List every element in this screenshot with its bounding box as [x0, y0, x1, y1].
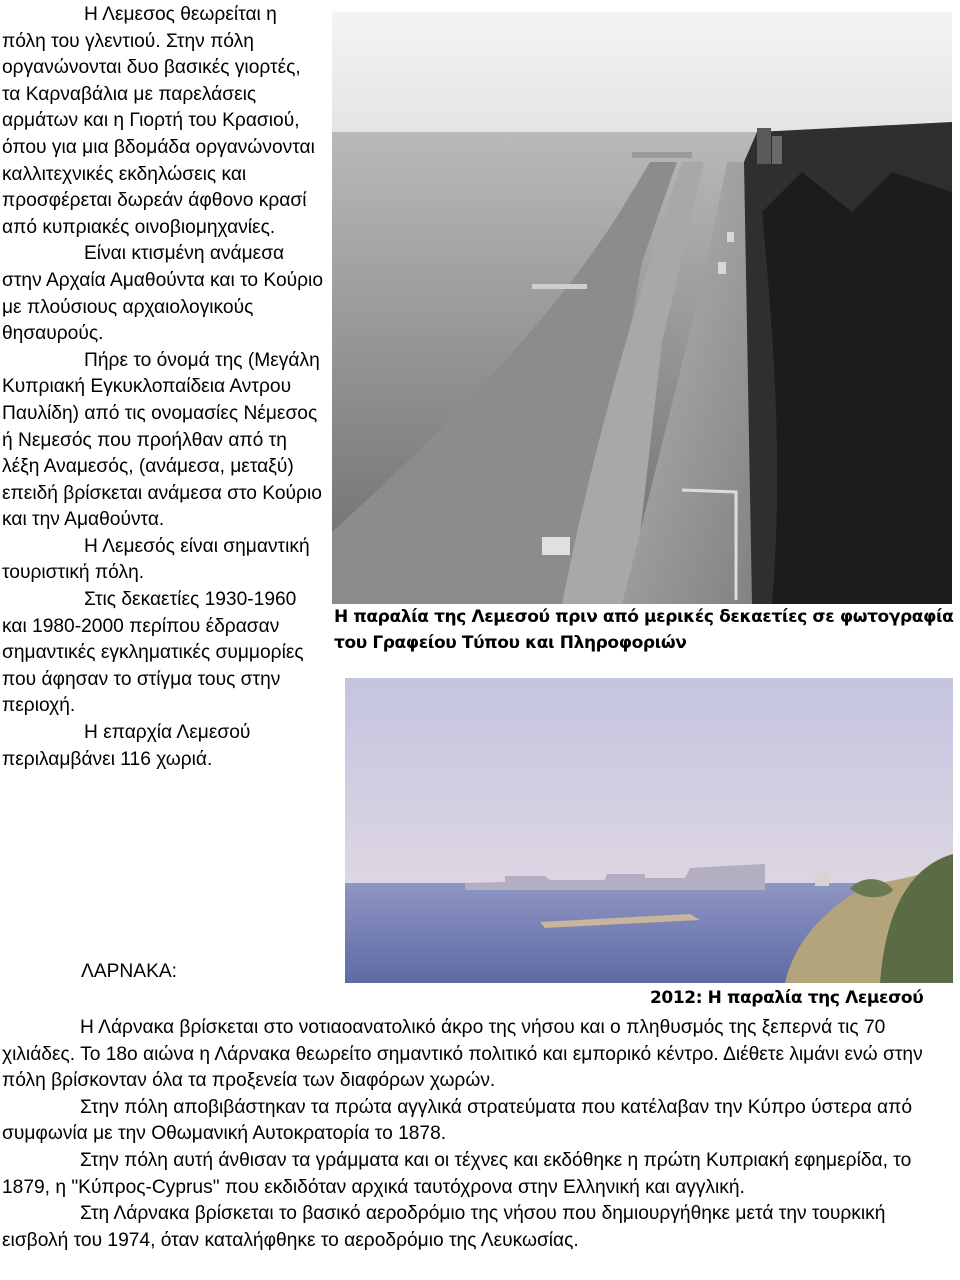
paragraph-name-origin: Πήρε το όνομά της (Μεγάλη Κυπριακή Εγκυκλοπαίδεια Αντρου Παυλίδη) από τις ονομασίες Νέμεσος ή Νεμεσός που προήλθαν από τη λέξη Αναμεσός, (ανάμεσα, μεταξύ) επειδή βρίσκεται ανάμεσα στο Κούριο και την Αμαθούντα.	[2, 349, 322, 531]
paragraph-gangs: Στις δεκαετίες 1930-1960 και 1980-2000 περίπου έδρασαν σημαντικές εγκληματικές συμμορίες που άφησαν το στίγμα τους στην περιοχή.	[2, 589, 304, 717]
paragraph-villages: Η επαρχία Λεμεσού περιλαμβάνει 116 χωριά.	[2, 722, 251, 770]
seafront-2012-photo	[345, 678, 953, 983]
paragraph-larnaka-airport: Στη Λάρνακα βρίσκεται το βασικό αεροδρόμιο της νήσου που δημιουργήθηκε μετά την τουρκική εισβολή του 1974, όταν καταλήφθηκε το αεροδρόμιο της Λευκωσίας.	[2, 1203, 886, 1251]
paragraph-larnaka-intro: Η Λάρνακα βρίσκεται στο νοτιαοανατολικό άκρο της νήσου και ο πληθυσμός της ξεπερνά τις 70 χιλιάδες. Το 18ο αιώνα η Λάρνακα θεωρείτο σημαντικό πολιτικό και εμπορικό κέντρο. Διέθετε λιμάνι ενώ στην πόλη βρίσκονταν όλα τα προξενεία των διαφόρων χωρών.	[2, 1017, 923, 1092]
larnaka-text	[2, 1015, 954, 1254]
paragraph-carnival: Η Λεμεσος θεωρείται η πόλη του γλεντιού. Στην πόλη οργανώνονται δυο βασικές γιορτές, τα Καρναβάλια με παρελάσεις αρμάτων και η Γιορτή του Κρασιού, όπου για μια βδομάδα οργανώνονται καλλιτεχνικές εκδηλώσεις και προσφέρεται δωρεάν άφθονο κρασί από κυπριακές οινοβιομηχανίες.	[2, 4, 315, 238]
paragraph-larnaka-newspaper: Στην πόλη αυτή άνθισαν τα γράμματα και οι τέχνες και εκδόθηκε η πρώτη Κυπριακή εφημερίδα, το 1879, η "Κύπρος-Cyprus" που εκδιδόταν αρχικά ταυτόχρονα στην Ελληνική και αγγλική.	[2, 1149, 912, 1198]
paragraph-larnaka-british: Στην πόλη αποβιβάστηκαν τα πρώτα αγγλικά στρατεύματα που κατέλαβαν την Κύπρο ύστερα από συμφωνία με την Οθωμανική Αυτοκρατορία το 1878.	[2, 1096, 912, 1145]
photo-2012-caption: 2012: Η παραλία της Λεμεσού	[650, 988, 924, 1008]
old-seafront-photo	[332, 12, 952, 604]
paragraph-tourism: Η Λεμεσός είναι σημαντική τουριστική πόλη.	[2, 535, 310, 584]
old-seafront-illustration	[332, 12, 952, 604]
left-text-column	[2, 2, 324, 773]
larnaka-heading: ΛΑΡΝΑΚΑ:	[81, 961, 177, 982]
old-photo-caption: Η παραλία της Λεμεσού πριν από μερικές δεκαετίες σε φωτογραφία του Γραφείου Τύπου και Πληροφοριών	[334, 607, 954, 653]
paragraph-location: Είναι κτισμένη ανάμεσα στην Αρχαία Αμαθούντα και το Κούριο με πλούσιους αρχαιολογικούς θησαυρούς.	[2, 243, 323, 345]
seafront-2012-illustration	[345, 678, 953, 983]
